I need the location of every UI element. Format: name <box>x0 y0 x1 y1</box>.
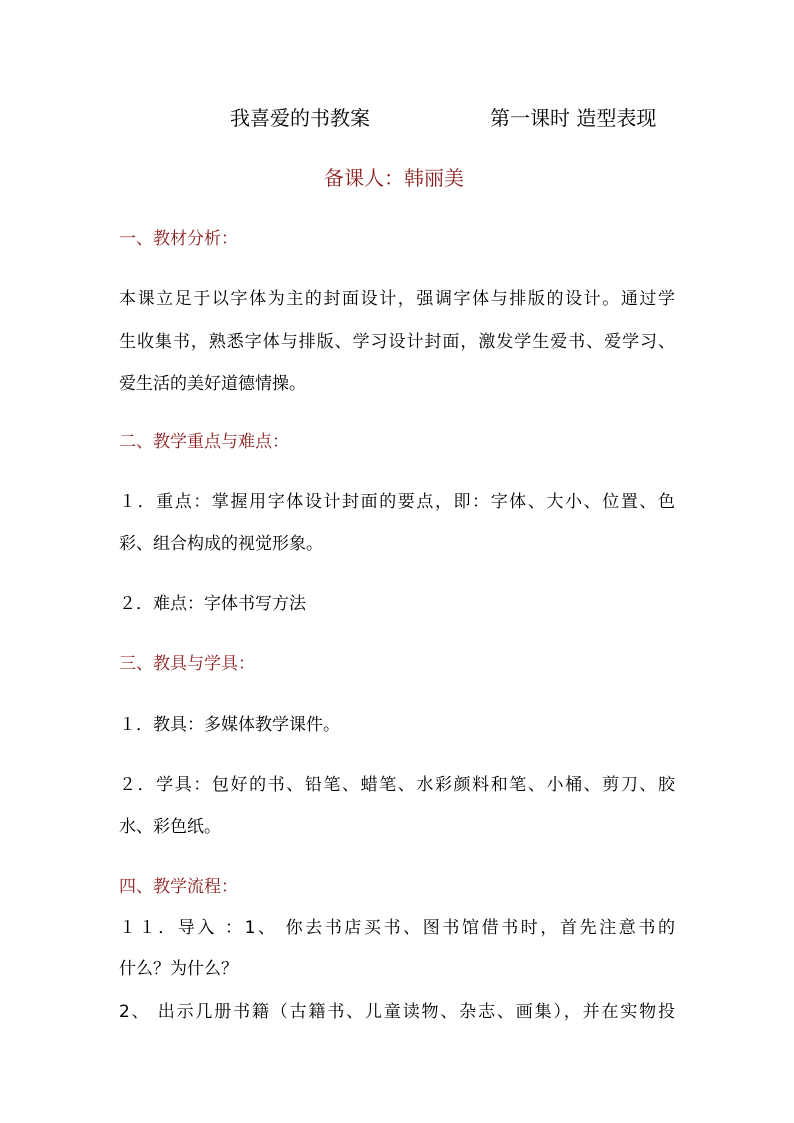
process-line: １１．导入 ：1、 你去书店买书、图书馆借书时，首先注意书的 <box>119 918 675 938</box>
document-title: 我喜爱的书教案 <box>230 106 370 130</box>
list-item-key-point-cont: 彩、组合构成的视觉形象。 <box>119 534 323 554</box>
section-heading-teaching-aids: 三、教具与学具： <box>119 654 255 674</box>
list-item-key-point: １．重点：掌握用字体设计封面的要点，即：字体、大小、位置、色 <box>119 492 675 512</box>
preparer-line: 备课人：韩丽美 <box>324 166 464 190</box>
paragraph-line: 生收集书，熟悉字体与排版、学习设计封面，激发学生爱书、爱学习、 <box>119 332 675 352</box>
paragraph-line: 本课立足于以字体为主的封面设计，强调字体与排版的设计。通过学 <box>119 289 675 309</box>
section-heading-key-points: 二、教学重点与难点： <box>119 432 289 452</box>
section-heading-materials-analysis: 一、教材分析： <box>119 229 238 249</box>
list-item-student-tools-cont: 水、彩色纸。 <box>119 817 221 837</box>
section-heading-teaching-process: 四、教学流程： <box>119 877 238 897</box>
process-line: 2、 出示几册书籍（古籍书、儿童读物、杂志、画集），并在实物投 <box>119 1002 675 1022</box>
list-item-difficulty: ２．难点：字体书写方法 <box>119 594 306 614</box>
paragraph-line: 爱生活的美好道德情操。 <box>119 374 306 394</box>
lesson-subtitle: 第一课时 造型表现 <box>490 106 657 130</box>
process-line: 什么？为什么？ <box>119 959 238 979</box>
list-item-teaching-aid: １．教具：多媒体教学课件。 <box>119 715 340 735</box>
list-item-student-tools: ２．学具：包好的书、铅笔、蜡笔、水彩颜料和笔、小桶、剪刀、胶 <box>119 775 675 795</box>
